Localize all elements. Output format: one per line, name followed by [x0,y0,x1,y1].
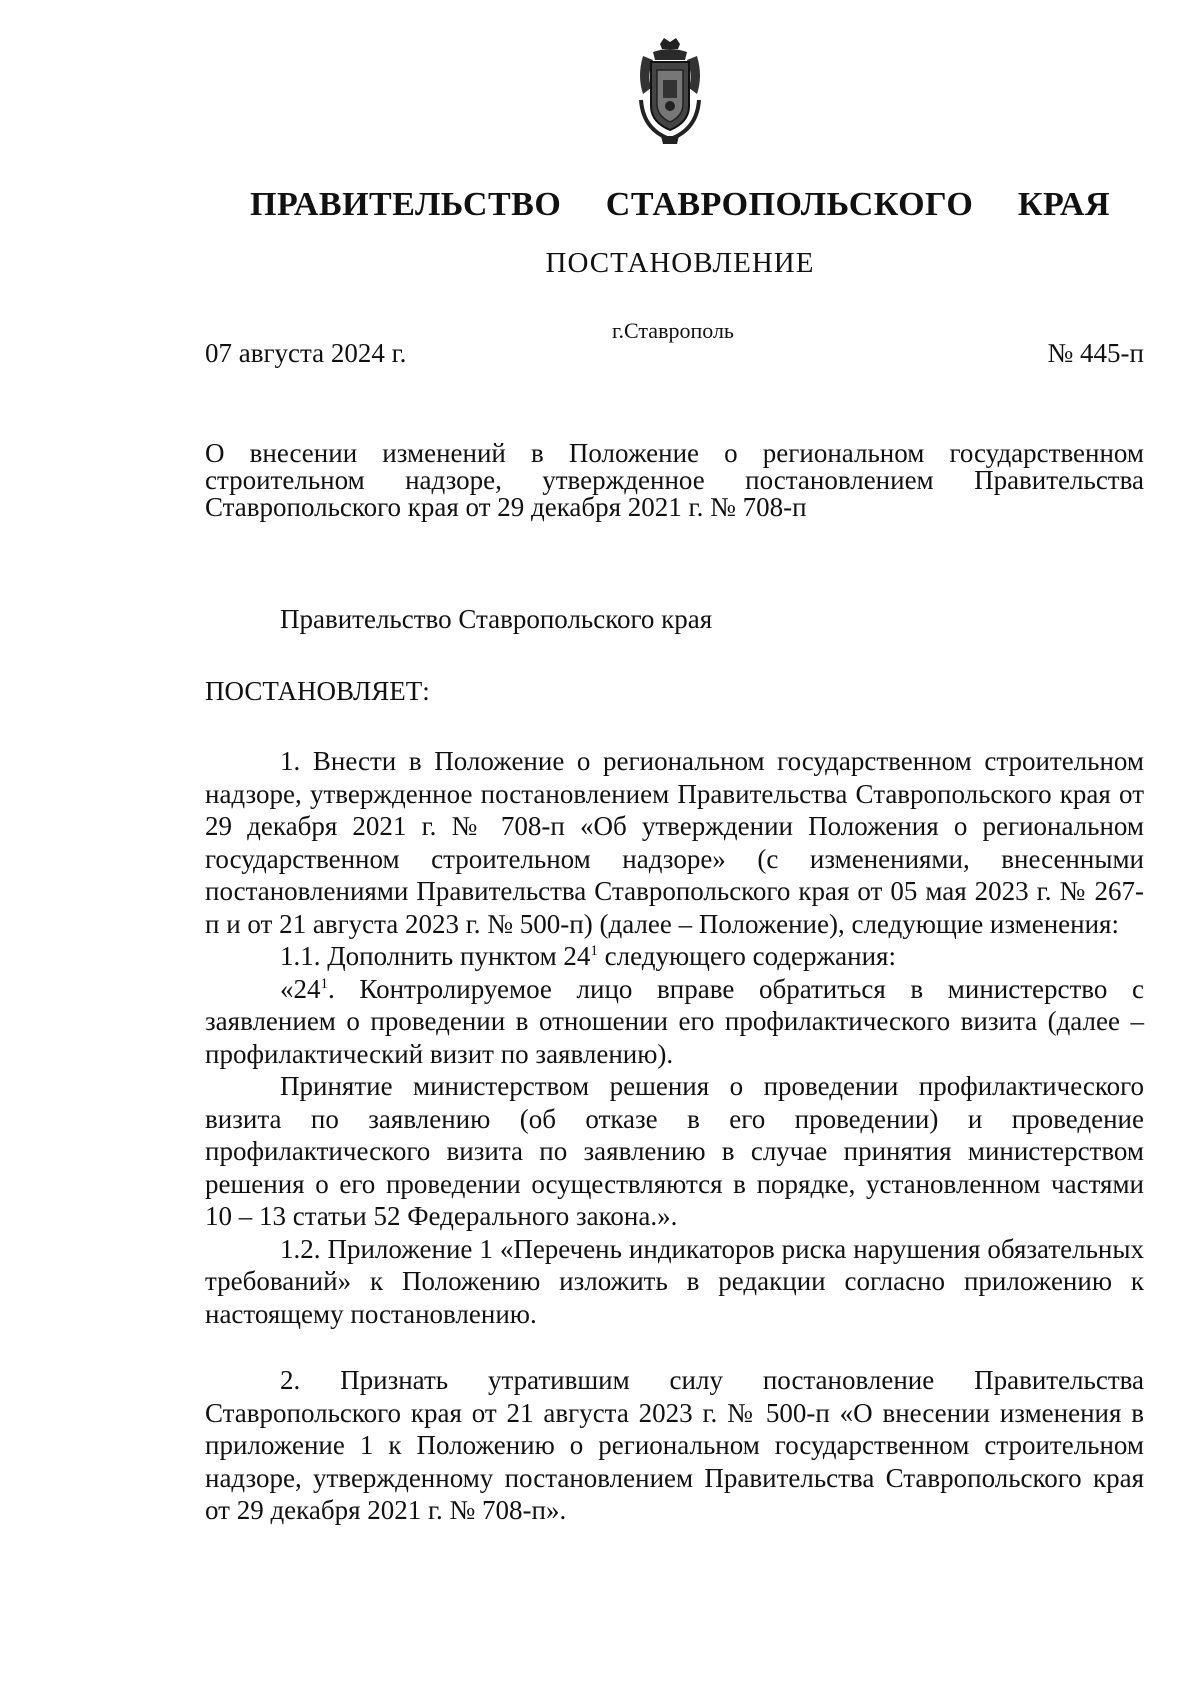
coat-of-arms-icon [633,36,707,146]
paragraph-1-1 [205,940,1144,973]
org-word-1: ПРАВИТЕЛЬСТВО [250,186,562,223]
org-word-2: СТАВРОПОЛЬСКОГО [605,186,974,223]
document-title: О внесении изменений в Положение о региональном государственном строительном надзоре, утвержденное постановлением Правительства Ставропольского края от 29 декабря 2021 г. № 708-п [205,438,1144,522]
quote-start: «24 [280,973,321,1004]
paragraph-acceptance: Принятие министерством решения о проведении профилактического визита по заявлению (об отказе в его проведении) и проведение профилактического визита по заявлению в случае принятия министерством решения о его проведении осуществляются в порядке, установленном частями 10 – 13 статьи 52 Федерального закона.». [205,1071,1144,1231]
paragraph-1-1-end: следующего содержания: [597,941,896,971]
city: г.Ставрополь [612,318,734,343]
paragraph-1-1-start: 1.1. Дополнить пунктом 24 [280,941,591,971]
superscript: 1 [590,943,598,959]
document-number: № 445-п [1047,338,1144,368]
document-body [205,745,1144,1527]
organization-name [250,186,1110,224]
superscript: 1 [320,975,328,992]
quote-text: . Контролируемое лицо вправе обратиться в министерство с заявлением о проведении в отношении его профилактического визита (далее – профилактический визит по заявлению). [205,973,1144,1069]
paragraph-1-2: 1.2. Приложение 1 «Перечень индикаторов риска нарушения обязательных требований» к Положению изложить в редакции согласно приложению к настоящему постановлению. [205,1233,1144,1329]
resolve-word: ПОСТАНОВЛЯЕТ: [205,676,430,706]
document-date: 07 августа 2024 г. [205,338,407,368]
document-type: ПОСТАНОВЛЕНИЕ [545,247,815,279]
paragraph-1: 1. Внести в Положение о региональном государственном строительном надзоре, утвержденное постановлением Правительства Ставропольского края от 29 декабря 2021 г. № 708-п «Об утверждении Положения о региональном государственном строительном надзоре» (с изменениями, внесенными постановлениями Правительства Ставропольского края от 05 мая 2023 г. № 267-п и от 21 августа 2023 г. № 500-п) (далее – Положение), следующие изменения: [205,746,1144,939]
paragraph-2: 2. Признать утратившим силу постановление Правительства Ставропольского края от 21 августа 2023 г. № 500-п «О внесении изменения в приложение 1 к Положению о региональном государственном строительном надзоре, утвержденному постановлением Правительства Ставропольского края от 29 декабря 2021 г. № 708-п». [205,1365,1144,1525]
org-word-3: КРАЯ [1017,186,1110,223]
quote-paragraph [205,973,1144,1071]
preamble: Правительство Ставропольского края [280,604,713,634]
